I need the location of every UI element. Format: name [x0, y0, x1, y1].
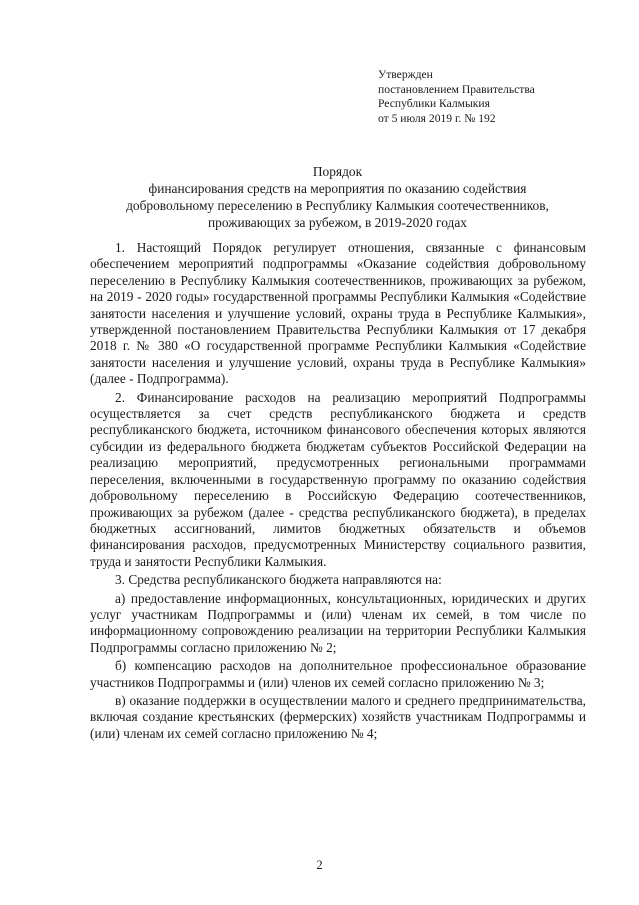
paragraph-3b: б) компенсацию расходов на дополнительное профессиональное образование участников Подпрограммы и (или) членов их семей согласно приложению № 3; [90, 658, 586, 690]
document-body [90, 240, 586, 744]
approval-line: Республики Калмыкия [378, 97, 490, 111]
paragraph-1: 1. Настоящий Порядок регулирует отношения, связанные с финансовым обеспечением мероприятий подпрограммы «Оказание содействия добровольному переселению в Республику Калмыкия соотечественников, проживающих за рубежом, на 2019 - 2020 годы» государственной программы Республики Калмыкия «Содействие занятости населения и улучшение условий, охраны труда в Республике Калмыкия», утвержденной постановлением Правительства Республики Калмыкия от 17 декабря 2018 г. № 380 «О государственной программе Республики Калмыкия «Содействие занятости населения и улучшение условий, охраны труда в Республике Калмыкия» (далее - Подпрограмма). [90, 240, 586, 387]
paragraph-3c: в) оказание поддержки в осуществлении малого и среднего предпринимательства, включая создание крестьянских (фермерских) хозяйств участникам Подпрограммы и (или) членам их семей согласно приложению № 4; [90, 692, 586, 741]
paragraph-3a: а) предоставление информационных, консультационных, юридических и других услуг участникам Подпрограммы и (или) членам их семей, в том числе по информационному сопровождению реализации на территории Республики Калмыкия Подпрограммы согласно приложению № 2; [90, 590, 586, 655]
title-line: проживающих за рубежом, в 2019-2020 годах [208, 215, 467, 230]
page-number: 2 [316, 858, 323, 872]
title-heading: Порядок [312, 164, 363, 179]
approval-line: от 5 июля 2019 г. № 192 [378, 111, 496, 125]
document-title [90, 163, 585, 231]
approval-stamp [378, 68, 535, 126]
approval-line: Утвержден [378, 68, 433, 81]
title-line: добровольному переселению в Республику Калмыкия соотечественников, [126, 198, 549, 213]
title-line: финансирования средств на мероприятия по оказанию содействия [148, 181, 527, 196]
paragraph-3: 3. Средства республиканского бюджета направляются на: [115, 572, 442, 588]
paragraph-2: 2. Финансирование расходов на реализацию мероприятий Подпрограммы осуществляется за счет средств республиканского бюджета и средств республиканского бюджета, источником финансового обеспечения которых являются субсидии из федерального бюджета бюджетам субъектов Российской Федерации на реализацию мероприятий, предусмотренных региональными программами переселения, включенными в государственную программу по оказанию содействия добровольному переселению в Российскую Федерацию соотечественников, проживающих за рубежом (далее - средства республиканского бюджета), в пределах бюджетных ассигнований, лимитов бюджетных обязательств и объемов финансирования расходов, предусмотренных Министерству социального развития, труда и занятости Республики Калмыкия. [90, 389, 586, 569]
approval-line: постановлением Правительства [378, 82, 535, 96]
